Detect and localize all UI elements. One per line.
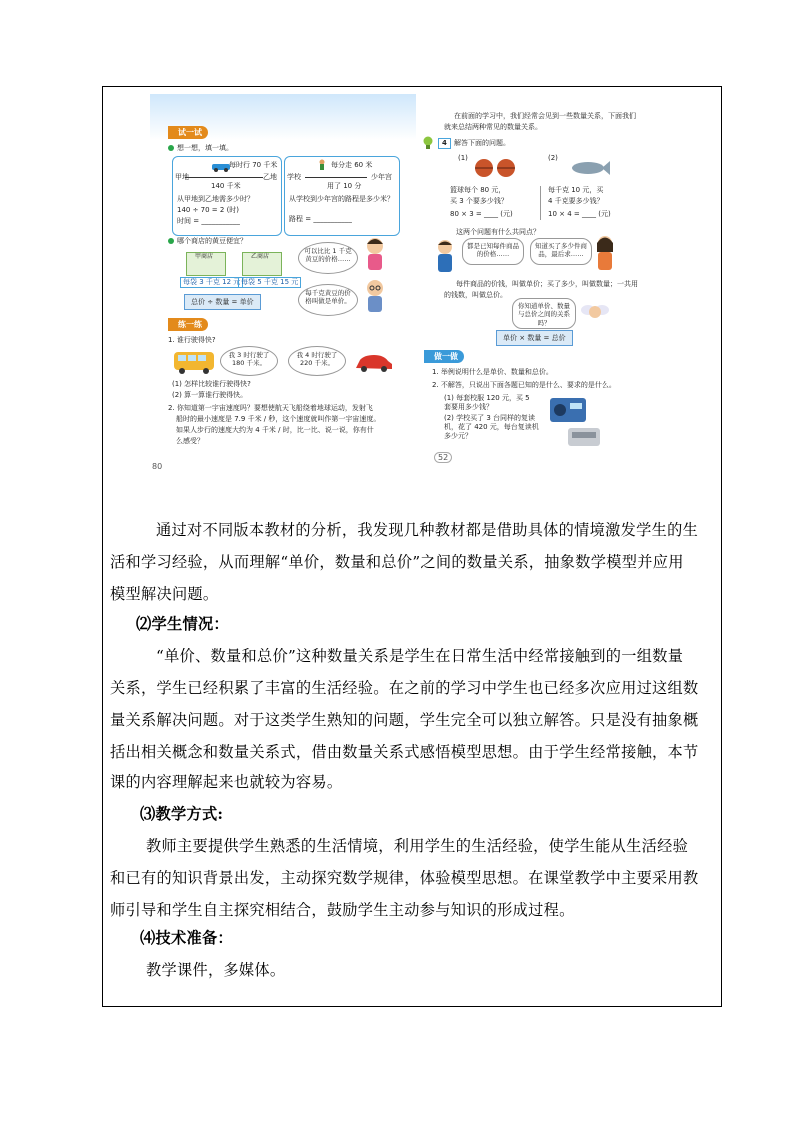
distance-blank: 路程 = ___________ [289, 215, 352, 223]
girl-icon [360, 236, 390, 276]
heading-student-situation: ⑵学生情况： [136, 615, 229, 633]
man-speech-bubble [298, 284, 358, 316]
girl-speech-bubble-right [530, 238, 592, 265]
heading-teaching-method: ⑶教学方式: [140, 805, 224, 823]
total-price-formula: 单价 × 数量 = 总价 [496, 330, 573, 346]
paragraph-3-line-2: 和已有的知识背景出发，主动探究数学规律，体验模型思想。在课堂教学中主要采用教 [110, 869, 699, 887]
walk-box [284, 156, 400, 236]
fish-line2: 4 千克要多少钱？ [548, 197, 604, 205]
question-2 [168, 237, 247, 246]
paragraph-2-line-4: 括出相关概念和数量关系式，借由数量关系式感悟模型思想。由于学生经常接触，本节 [110, 743, 699, 761]
paragraph-4-line-1: 教学课件，多媒体。 [146, 961, 286, 979]
price-b: 每袋 5 千克 15 元 [238, 277, 301, 288]
do-item-1: 1. 举例说明什么是单价、数量和总价。 [432, 368, 553, 376]
exercise-1-1: (1) 怎样比较谁行驶得快? [172, 380, 251, 388]
route-line [185, 177, 263, 178]
paragraph-1-line-1: 通过对不同版本教材的分析，我发现几种教材都是借助具体的情境激发学生的生 [156, 521, 699, 539]
paragraph-2-line-5: 课的内容理解起来也就较为容易。 [110, 773, 343, 791]
paragraph-2-line-1: “单价、数量和总价”这种数量关系是学生在日常生活中经常接触到的一组数量 [156, 647, 684, 665]
bullet-icon [168, 145, 174, 151]
lightbulb-icon [422, 136, 434, 150]
textbook-page-left [150, 94, 416, 484]
place-a: 甲地 [175, 173, 189, 181]
boy-speech-bubble [462, 238, 524, 265]
textbook-page-right [420, 94, 638, 484]
duration-label: 用了 10 分 [327, 182, 362, 190]
common-question: 这两个问题有什么共同点？ [456, 228, 540, 236]
section-tag-do: 做一做 [424, 350, 464, 363]
angel-speech-bubble [512, 298, 576, 329]
bus-icon [172, 350, 216, 376]
intro-line1: 在前面的学习中，我们经常会见到一些数量关系，下面我们 [454, 112, 636, 120]
question-2-text: 哪个商店的黄豆便宜？ [177, 237, 247, 245]
boy-speech-text: 都是已知每件商品的价格…… [467, 242, 519, 259]
paragraph-3-line-1: 教师主要提供学生熟悉的生活情境，利用学生的生活经验，使学生能从生活经验 [146, 837, 689, 855]
example-number: 4 [438, 138, 451, 149]
page-number-right: 52 [434, 452, 452, 463]
travel-box [172, 156, 282, 236]
question-1 [168, 144, 233, 153]
car-speech-text: 我 4 时行驶了 220 千米。 [296, 351, 338, 368]
paragraph-2-line-2: 关系，学生已经积累了丰富的生活经验。在之前的学习中学生也已经多次应用过这组数 [110, 679, 699, 697]
school-label: 学校 [287, 173, 301, 181]
fish-calc: 10 × 4 = ____ (元) [548, 210, 611, 218]
basketball-line2: 买 3 个要多少钱？ [450, 197, 508, 205]
girl-speech-bubble [298, 242, 358, 274]
car-icon [211, 160, 231, 172]
place-b: 乙地 [263, 173, 277, 181]
man-speech-text: 每千克黄豆的价格叫做是单价。 [305, 289, 351, 306]
bullet-icon [168, 238, 174, 244]
time-calc: 140 ÷ 70 = 2 (时) [177, 206, 240, 214]
question-1-text: 想一想，填一填。 [177, 144, 233, 152]
walk-route-line [305, 177, 367, 178]
bus-speech-text: 我 3 时行驶了 180 千米。 [228, 351, 270, 368]
angel-speech-text: 你知道单价、数量与总价之间的关系吗？ [518, 302, 570, 327]
time-blank: 时间 = ___________ [177, 217, 240, 225]
paragraph-3-line-3: 师引导和学生自主探究相结合，鼓励学生主动参与知识的形成过程。 [110, 901, 575, 919]
shop-b-label: 乙商店 [251, 253, 270, 260]
exercise-1-2: (2) 算一算谁行驶得快。 [172, 391, 248, 399]
grandpa-icon [360, 278, 390, 318]
fish-line1: 每千克 10 元，买 [548, 186, 604, 194]
walker-icon [317, 159, 327, 173]
exercise-2-line3: 如果人步行的速度大约为 4 千米 / 时，比一比、说一说，你有什 [176, 426, 374, 434]
paragraph-2-line-3: 量关系解决问题。对于这类学生熟知的问题，学生完全可以独立解答。只是没有抽象概 [110, 711, 699, 729]
exercise-2-line1: 2. 你知道第一宇宙速度吗？要想使航天飞船绕着地球运动，发射飞 [168, 404, 373, 412]
basketball-calc: 80 × 3 = ____ (元) [450, 210, 513, 218]
girl-speech-text: 可以比比 1 千克黄豆的价格…… [304, 247, 352, 264]
sub-question-2: (2) [548, 154, 558, 162]
distance-label: 140 千米 [211, 182, 241, 190]
fish-icon [570, 158, 610, 178]
time-question: 从甲地到乙地需多少时？ [177, 195, 254, 203]
page-number-left: 80 [152, 462, 163, 471]
exercise-2-line2: 船时的最小速度是 7.9 千米 / 秒，这个速度就叫作第一宇宙速度。 [176, 415, 381, 423]
definition-line2: 的钱数，叫做总价。 [444, 291, 507, 299]
palace-label: 少年宫 [371, 173, 392, 181]
sub-question-1: (1) [458, 154, 468, 162]
basketball-icon [474, 158, 518, 178]
red-car-icon [354, 352, 394, 374]
angel-icon [580, 298, 610, 326]
exercise-2-line4: 么感受？ [176, 437, 204, 445]
speed-label: 每时行 70 千米 [229, 161, 278, 169]
boy-icon [432, 238, 458, 278]
exercise-1: 1. 谁行驶得快? [168, 336, 216, 344]
heading-tech-preparation: ⑷技术准备： [140, 929, 233, 947]
divider [540, 186, 541, 220]
intro-line2: 就来总结两种常见的数量关系。 [444, 123, 542, 131]
shop-a-stand [186, 252, 226, 276]
paragraph-1-line-3: 模型解决问题。 [110, 585, 219, 603]
girl-right-icon [592, 234, 618, 274]
shop-b-stand [242, 252, 282, 276]
car-speech-bubble [288, 346, 346, 376]
walk-speed: 每分走 60 米 [331, 161, 373, 169]
girl-speech-text-right: 知道买了多少件商品，最后求…… [535, 242, 587, 259]
do-item-2: 2. 不解答，只说出下面各题已知的是什么、要求的是什么。 [432, 381, 616, 389]
section-tag-try: 试一试 [168, 126, 208, 139]
basketball-line1: 篮球每个 80 元， [450, 186, 506, 194]
unit-price-formula: 总价 ÷ 数量 = 单价 [184, 294, 261, 310]
price-a: 每袋 3 千克 12 元 [180, 277, 243, 288]
definition-line1: 每件商品的价钱，叫做单价；买了多少，叫做数量；一共用 [456, 280, 638, 288]
do-item-2-1: (1) 每套校服 120 元，买 5 套要用多少钱？ [444, 394, 530, 411]
bus-speech-bubble [220, 346, 278, 376]
distance-question: 从学校到少年宫的路程是多少米？ [289, 195, 394, 203]
paragraph-1-line-2: 活和学习经验，从而理解“单价，数量和总价”之间的数量关系，抽象数学模型并应用 [110, 553, 684, 571]
do-item-2-2: (2) 学校买了 3 台同样的复读机，花了 420 元，每台复读机多少元？ [444, 414, 539, 440]
shop-a-label: 甲商店 [195, 253, 214, 260]
repeater-icon [566, 424, 602, 448]
section-tag-exercise: 练一练 [168, 318, 208, 331]
example-title: 解答下面的问题。 [454, 139, 510, 147]
radio-icon [548, 394, 588, 424]
